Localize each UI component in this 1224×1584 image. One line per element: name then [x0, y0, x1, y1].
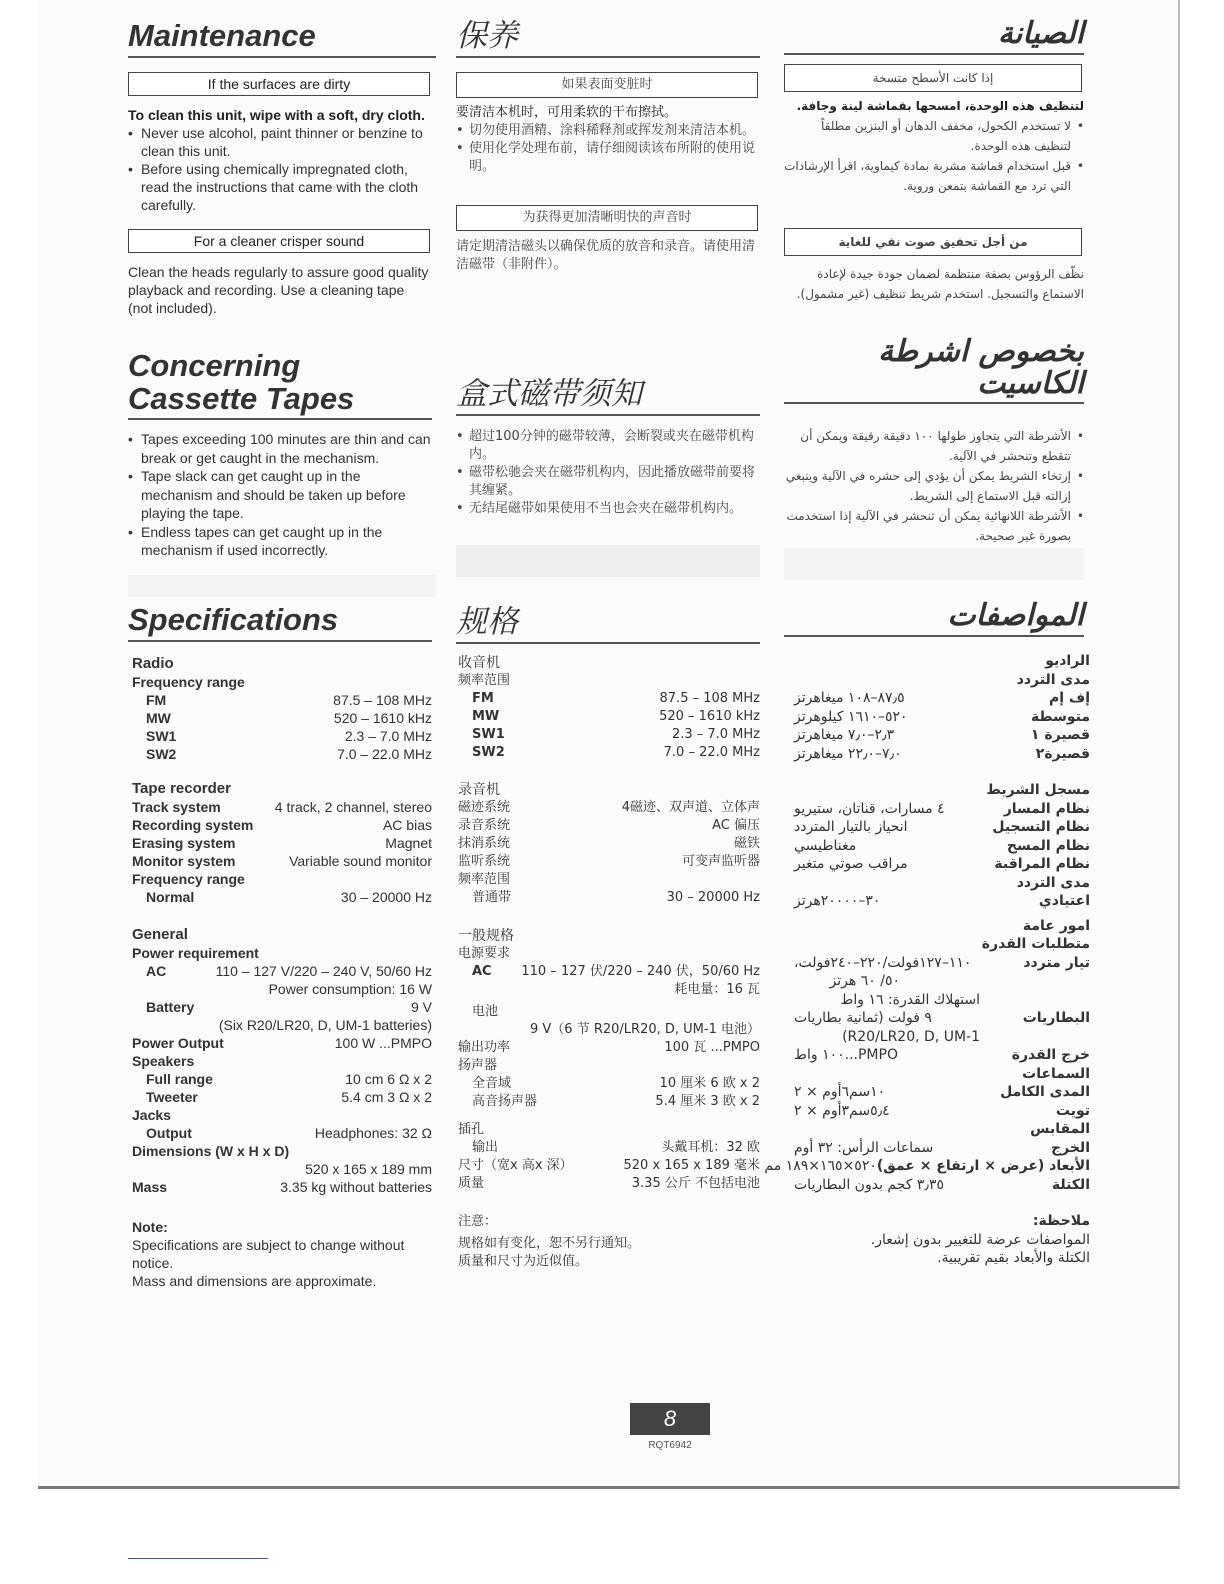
spec-row: 输出功率 100 瓦 ...PMPO [458, 1040, 760, 1055]
spec-subheading: 频率范围 [458, 673, 511, 688]
note-label: 注意： [458, 1214, 498, 1229]
spec-row: AC 110 – 127 V/220 – 240 V, 50/60 Hz [146, 963, 432, 979]
spec-subheading: Jacks [132, 1107, 171, 1123]
spec-row: إف إم ٨٧٫٥–١٠٨ ميغاهرتز [794, 690, 1090, 706]
list-item: • Endless tapes can get caught up in the mechanism if used incorrectly. [128, 523, 432, 560]
list-item: • 使用化学处理布前，请仔细阅读该布所附的使用说明。 [456, 140, 756, 176]
sound-text-ar: نظّف الرؤوس بصفة منتظمة لضمان جودة جيدة لإعادة الاستماع والتسجيل. استخدم شريط تنظيف (غير مشمول). [796, 267, 1084, 301]
spec-value: 耗电量：16 瓦 [674, 982, 760, 997]
spec-row: البطاريات ٩ فولت (ثمانية بطاريات [794, 1010, 1090, 1026]
spec-row: AC 110 – 127 伏/220 – 240 伏，50/60 Hz [472, 964, 760, 979]
spec-heading: الراديو [1045, 653, 1090, 669]
spec-row: Recording system AC bias [132, 817, 432, 833]
specs-ar [764, 652, 1090, 1268]
list-item: • Before using chemically impregnated cloth, read the instructions that came with the cloth carefully. [128, 160, 432, 214]
spec-row: Monitor system Variable sound monitor [132, 853, 432, 869]
sound-box-ar: من أجل تحقيق صوت نقي للغاية [784, 228, 1082, 256]
maintenance-title-zh: 保养 [456, 20, 760, 58]
spec-row: تويت ٥٫٤سم٣أوم × ٢ [794, 1102, 1090, 1119]
spec-row: نظام المسح مغناطيسي [794, 837, 1090, 854]
list-item: • 超过100分钟的磁带较薄，会断裂或夹在磁带机构内。 [456, 428, 756, 464]
spec-subheading: 插孔 [458, 1122, 485, 1137]
list-item: • قبل استخدام قماشة مشربة بمادة كيماوية، اقرأ الإرشادات التي ترد مع القماشة بتمعن وروية. [784, 156, 1084, 196]
dirty-text-zh [456, 104, 756, 176]
spec-subheading: السماعات [1022, 1065, 1090, 1082]
spec-row: Erasing system Magnet [132, 835, 432, 851]
tapes-title-zh: 盒式磁带须知 [456, 378, 760, 416]
spec-subheading: 电池 [472, 1004, 499, 1019]
spec-row: اعتيادي ٣٠–٢٠٠٠٠هرتز [794, 893, 1090, 909]
spec-subheading: 电源要求 [458, 946, 511, 961]
spec-row: الأبعاد (عرض × ارتفاع × عمق) ٥٢٠×١٦٥×١٨٩ مم [764, 1158, 1090, 1174]
maintenance-title-en: Maintenance [128, 20, 436, 58]
spec-row: الخرج سماعات الرأس: ٣٢ أوم [794, 1139, 1090, 1156]
spec-row: قصيرة٢ ٧٫٠–٢٢٫٠ ميغاهرتز [794, 745, 1090, 762]
spec-row: Output Headphones: 32 Ω [146, 1125, 432, 1141]
spec-subheading: Frequency range [132, 674, 245, 690]
list-item: • 无结尾磁带如果使用不当也会夹在磁带机构内。 [456, 500, 756, 518]
bleed-through-shade [784, 548, 1084, 580]
dirty-box-en: If the surfaces are dirty [128, 72, 430, 96]
spec-value: (R20/LR20, D, UM-1 [842, 1028, 980, 1045]
tapes-text-zh [456, 428, 756, 518]
spec-heading: امور عامة [1022, 917, 1090, 934]
sound-text-zh: 请定期清洁磁头以确保优质的放音和录音。请使用清洁磁带（非附件）。 [456, 239, 756, 272]
spec-row: Power Output 100 W ...PMPO [132, 1035, 432, 1051]
spec-row: FM 87.5 – 108 MHz [146, 692, 432, 708]
spec-heading: General [132, 926, 188, 943]
spec-row: 输出 头戴耳机：32 欧 [472, 1140, 760, 1155]
spec-heading: 录音机 [458, 782, 500, 798]
bleed-through-shade [128, 575, 436, 597]
note-label: ملاحظة: [1032, 1213, 1090, 1229]
tapes-title-en-line1: Concerning [128, 348, 301, 383]
specs-title-zh: 规格 [456, 606, 760, 644]
specs-title-ar: المواصفات [784, 600, 1084, 637]
spec-row: Mass 3.35 kg without batteries [132, 1179, 432, 1195]
note-text: Mass and dimensions are approximate. [132, 1273, 377, 1289]
spec-row: SW2 7.0 – 22.0 MHz [472, 745, 760, 760]
bleed-through-shade [456, 545, 760, 577]
tapes-title-en-line2: Cassette Tapes [128, 380, 355, 416]
spec-value: استهلاك القدرة: ١٦ واط [840, 991, 980, 1008]
spec-subheading: مدى التردد [1016, 671, 1090, 688]
note-text: الكتلة والأبعاد بقيم تقريبية. [937, 1250, 1090, 1266]
list-item: • Never use alcohol, paint thinner or benzine to clean this unit. [128, 124, 432, 160]
dirty-lead-en: To clean this unit, wipe with a soft, dry cloth. [128, 107, 425, 123]
spec-row: خرج القدرة PMPO...١٠٠ واط [794, 1047, 1090, 1063]
spec-value: 9 V（6 节 R20/LR20, D, UM-1 电池） [530, 1022, 760, 1037]
specs-title-en: Specifications [128, 604, 432, 642]
spec-subheading: Speakers [132, 1053, 195, 1069]
spec-heading: Radio [132, 655, 174, 672]
document-code: RQT6942 [648, 1440, 692, 1451]
spec-row: Battery 9 V [146, 999, 432, 1015]
spec-row: Normal 30 – 20000 Hz [146, 889, 432, 905]
list-item: • إرتخاء الشريط يمكن أن يؤدي إلى حشره في الآلية وينبغي إزالته قبل الاستماع إلى الشريط. [784, 466, 1084, 506]
spec-subheading: Frequency range [132, 871, 245, 887]
spec-row: 监听系统 可变声监听器 [458, 854, 760, 869]
spec-value: ٥٠/ ٦٠ هرتز [829, 973, 900, 989]
spec-subheading: مدى التردد [1016, 874, 1090, 891]
spec-row: قصيرة ١ ٢٫٣–٧٫٠ ميغاهرتز [794, 727, 1090, 743]
note-text: Specifications are subject to change without notice. [132, 1237, 405, 1271]
spec-heading: 收音机 [458, 655, 500, 671]
note-text: المواصفات عرضة للتغيير بدون إشعار. [870, 1231, 1090, 1248]
spec-row: 磁迹系统 4磁迹、双声道、立体声 [458, 800, 760, 815]
spec-subheading: المقابس [1030, 1121, 1090, 1137]
tapes-title-ar [784, 336, 1084, 404]
spec-row: 尺寸（宽x 高x 深） 520 x 165 x 189 毫米 [458, 1158, 760, 1173]
spec-row: SW1 2.3 – 7.0 MHz [472, 727, 760, 742]
list-item: • 切勿使用酒精、涂料稀释剂或挥发剂来清洁本机。 [456, 122, 756, 140]
spec-row: Full range 10 cm 6 Ω x 2 [146, 1071, 432, 1087]
specs-en [132, 655, 432, 1290]
spec-heading: 一般规格 [458, 928, 514, 944]
page-number: 8 [630, 1403, 710, 1435]
sound-box-zh: 为获得更加清晰明快的声音时 [456, 205, 758, 231]
tapes-title-ar-line1: بخصوص اشرطة [878, 334, 1084, 369]
list-item: • Tape slack can get caught up in the mechanism and should be taken up before playing the tape. [128, 467, 432, 523]
dirty-box-ar: إذا كانت الأسطح متسخة [784, 64, 1082, 92]
scan-artifact-line [128, 1558, 268, 1559]
tapes-title-en [128, 350, 432, 420]
spec-row: 普通带 30 – 20000 Hz [472, 890, 760, 905]
spec-subheading: Dimensions (W x H x D) [132, 1143, 290, 1159]
spec-row: Track system 4 track, 2 channel, stereo [132, 799, 432, 815]
spec-value: 520 x 165 x 189 mm [305, 1161, 432, 1177]
tapes-text-en [128, 430, 432, 560]
spec-subheading: 频率范围 [458, 872, 511, 887]
note-label: Note: [132, 1219, 168, 1235]
dirty-lead-zh: 要清洁本机时，可用柔软的干布擦拭。 [456, 105, 678, 120]
spec-row: 录音系统 AC 偏压 [458, 818, 760, 833]
spec-subheading: Power requirement [132, 945, 259, 961]
dirty-box-zh: 如果表面变脏时 [456, 72, 758, 98]
spec-row: MW 520 – 1610 kHz [146, 710, 432, 726]
spec-row: نظام المسار ٤ مسارات، قناتان، ستيريو [794, 800, 1090, 817]
spec-row: 高音扬声器 5.4 厘米 3 欧 x 2 [472, 1094, 760, 1109]
sound-text-en: Clean the heads regularly to assure good quality playback and recording. Use a cleaning tape (not included). [128, 264, 429, 316]
tapes-text-ar [784, 426, 1084, 546]
spec-row: 抹消系统 磁铁 [458, 836, 760, 851]
dirty-text-en [128, 106, 432, 214]
list-item: • لا تستخدم الكحول، مخفف الدهان أو البنزين مطلقاً لتنظيف هذه الوحدة. [784, 116, 1084, 156]
spec-row: 质量 3.35 公斤 不包括电池 [458, 1176, 760, 1191]
spec-row: SW1 2.3 – 7.0 MHz [146, 728, 432, 744]
spec-heading: Tape recorder [132, 780, 231, 797]
list-item: • Tapes exceeding 100 minutes are thin and can break or get caught in the mechanism. [128, 430, 432, 467]
spec-heading: مسجل الشريط [986, 782, 1090, 798]
spec-subheading: 扬声器 [458, 1058, 498, 1073]
spec-value: Power consumption: 16 W [268, 981, 432, 997]
dirty-text-ar [784, 96, 1084, 196]
spec-row: متوسطة ٥٢٠–١٦١٠ كيلوهرتز [794, 708, 1090, 725]
spec-row: تيار متردد ١١٠–١٢٧فولت/٢٢٠–٢٤٠فولت، [794, 954, 1090, 971]
specs-zh [458, 654, 760, 1271]
list-item: • الأشرطة اللانهائية يمكن أن تنحشر في الآلية إذا استخدمت بصورة غير صحيحة. [784, 506, 1084, 546]
spec-row: FM 87.5 – 108 MHz [472, 691, 760, 706]
maintenance-title-ar: الصيانة [784, 18, 1084, 55]
spec-row: نظام المراقبة مراقب صوتي متغير [794, 856, 1090, 872]
list-item: • 磁带松驰会夹在磁带机构内，因此播放磁带前要将其缠紧。 [456, 464, 756, 500]
note-text: 质量和尺寸为近似值。 [458, 1254, 589, 1269]
spec-row: Tweeter 5.4 cm 3 Ω x 2 [146, 1089, 432, 1105]
spec-row: نظام التسجيل انحياز بالتيار المتردد [794, 819, 1090, 835]
list-item: • الأشرطة التي يتجاوز طولها ١٠٠ دقيقة رقيقة ويمكن أن تتقطع وتنحشر في الآلية. [784, 426, 1084, 466]
spec-value: (Six R20/LR20, D, UM-1 batteries) [218, 1017, 432, 1033]
tapes-title-ar-line2: الكاسيت [977, 365, 1084, 401]
dirty-lead-ar: لتنظيف هذه الوحدة، امسحها بقماشة لينة وجافة. [796, 99, 1084, 113]
spec-subheading: متطلبات القدرة [981, 936, 1090, 952]
spec-row: SW2 7.0 – 22.0 MHz [146, 746, 432, 762]
note-text: 规格如有变化，恕不另行通知。 [458, 1236, 641, 1251]
spec-row: MW 520 – 1610 kHz [472, 709, 760, 724]
sound-box-en: For a cleaner crisper sound [128, 229, 430, 253]
spec-row: المدى الكامل ١٠سم٦أوم × ٢ [794, 1084, 1090, 1100]
spec-row: 全音域 10 厘米 6 欧 x 2 [472, 1076, 760, 1091]
spec-row: الكتلة ٣٫٣٥ كجم بدون البطاريات [794, 1176, 1090, 1193]
